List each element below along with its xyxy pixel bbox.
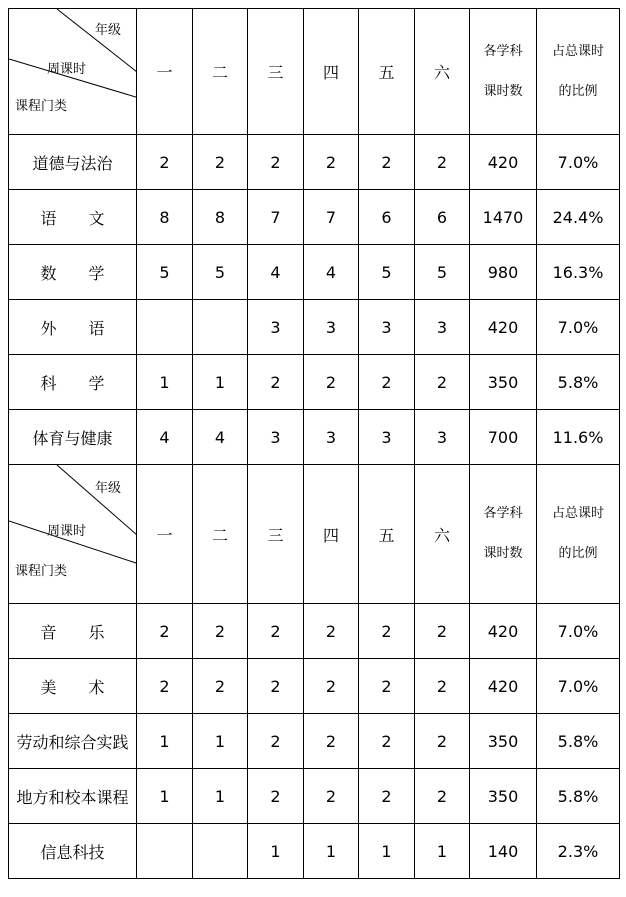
weekly-hours-grade-1: 2 bbox=[137, 135, 193, 190]
weekly-hours-grade-2: 1 bbox=[193, 714, 248, 769]
weekly-hours-grade-4: 7 bbox=[304, 190, 359, 245]
weekly-hours-grade-5: 6 bbox=[359, 190, 415, 245]
weekly-hours-grade-1 bbox=[137, 824, 193, 879]
weekly-hours-grade-6: 6 bbox=[415, 190, 470, 245]
grade-header-2: 二 bbox=[193, 9, 248, 135]
weekly-hours-grade-6: 3 bbox=[415, 410, 470, 465]
total-hours: 350 bbox=[470, 714, 537, 769]
grade-header-6: 六 bbox=[415, 9, 470, 135]
weekly-hours-grade-5: 2 bbox=[359, 604, 415, 659]
weekly-hours-grade-6: 1 bbox=[415, 824, 470, 879]
table-row bbox=[9, 410, 620, 465]
weekly-hours-grade-5: 2 bbox=[359, 714, 415, 769]
weekly-hours-grade-2 bbox=[193, 824, 248, 879]
subject-name: 外 语 bbox=[9, 300, 137, 355]
ratio-value: 5.8% bbox=[537, 714, 620, 769]
table-row bbox=[9, 714, 620, 769]
weekly-hours-grade-6: 2 bbox=[415, 714, 470, 769]
grade-header-5: 五 bbox=[359, 465, 415, 604]
corner-header-cell bbox=[9, 465, 137, 604]
weekly-hours-grade-5: 2 bbox=[359, 769, 415, 824]
total-hours: 140 bbox=[470, 824, 537, 879]
weekly-hours-grade-2: 2 bbox=[193, 659, 248, 714]
weekly-hours-grade-1: 4 bbox=[137, 410, 193, 465]
weekly-hours-grade-6: 3 bbox=[415, 300, 470, 355]
weekly-hours-grade-4: 3 bbox=[304, 300, 359, 355]
subject-name: 数 学 bbox=[9, 245, 137, 300]
header-row bbox=[9, 9, 620, 135]
weekly-hours-grade-1 bbox=[137, 300, 193, 355]
weekly-hours-grade-4: 2 bbox=[304, 714, 359, 769]
subject-hours-header bbox=[470, 9, 537, 135]
table-row bbox=[9, 135, 620, 190]
weekly-hours-grade-3: 2 bbox=[248, 659, 304, 714]
subject-hours-header-line2: 课时数 bbox=[483, 546, 523, 561]
weekly-hours-grade-6: 5 bbox=[415, 245, 470, 300]
weekly-hours-grade-6: 2 bbox=[415, 135, 470, 190]
grade-header-6: 六 bbox=[415, 465, 470, 604]
header-row bbox=[9, 465, 620, 604]
table-row bbox=[9, 300, 620, 355]
grade-header-3: 三 bbox=[248, 9, 304, 135]
corner-weekly-label: 周课时 bbox=[47, 524, 87, 539]
weekly-hours-grade-1: 1 bbox=[137, 769, 193, 824]
weekly-hours-grade-3: 1 bbox=[248, 824, 304, 879]
weekly-hours-grade-5: 2 bbox=[359, 355, 415, 410]
weekly-hours-grade-2: 2 bbox=[193, 604, 248, 659]
subject-hours-header-line1: 各学科 bbox=[483, 506, 523, 521]
ratio-value: 5.8% bbox=[537, 355, 620, 410]
weekly-hours-grade-5: 1 bbox=[359, 824, 415, 879]
weekly-hours-grade-4: 2 bbox=[304, 135, 359, 190]
weekly-hours-grade-3: 4 bbox=[248, 245, 304, 300]
weekly-hours-grade-1: 1 bbox=[137, 714, 193, 769]
weekly-hours-grade-6: 2 bbox=[415, 659, 470, 714]
ratio-value: 24.4% bbox=[537, 190, 620, 245]
ratio-header bbox=[537, 465, 620, 604]
ratio-header-line1: 占总课时 bbox=[551, 506, 604, 521]
weekly-hours-grade-5: 3 bbox=[359, 300, 415, 355]
weekly-hours-grade-1: 1 bbox=[137, 355, 193, 410]
weekly-hours-grade-2: 1 bbox=[193, 769, 248, 824]
grade-header-1: 一 bbox=[137, 9, 193, 135]
weekly-hours-grade-3: 7 bbox=[248, 190, 304, 245]
subject-name: 体育与健康 bbox=[9, 410, 137, 465]
ratio-header bbox=[537, 9, 620, 135]
weekly-hours-grade-3: 2 bbox=[248, 604, 304, 659]
total-hours: 420 bbox=[470, 300, 537, 355]
weekly-hours-grade-5: 2 bbox=[359, 659, 415, 714]
weekly-hours-grade-4: 1 bbox=[304, 824, 359, 879]
subject-name: 劳动和综合实践 bbox=[9, 714, 137, 769]
ratio-value: 7.0% bbox=[537, 300, 620, 355]
total-hours: 420 bbox=[470, 659, 537, 714]
total-hours: 350 bbox=[470, 769, 537, 824]
ratio-value: 7.0% bbox=[537, 135, 620, 190]
total-hours: 420 bbox=[470, 135, 537, 190]
grade-header-3: 三 bbox=[248, 465, 304, 604]
weekly-hours-grade-1: 5 bbox=[137, 245, 193, 300]
weekly-hours-grade-1: 2 bbox=[137, 659, 193, 714]
weekly-hours-grade-2: 1 bbox=[193, 355, 248, 410]
subject-hours-header bbox=[470, 465, 537, 604]
weekly-hours-grade-3: 2 bbox=[248, 135, 304, 190]
grade-header-1: 一 bbox=[137, 465, 193, 604]
weekly-hours-grade-6: 2 bbox=[415, 355, 470, 410]
subject-name: 音 乐 bbox=[9, 604, 137, 659]
ratio-value: 7.0% bbox=[537, 604, 620, 659]
weekly-hours-grade-2: 8 bbox=[193, 190, 248, 245]
weekly-hours-grade-3: 2 bbox=[248, 769, 304, 824]
table-row bbox=[9, 355, 620, 410]
weekly-hours-grade-3: 3 bbox=[248, 410, 304, 465]
subject-hours-header-line1: 各学科 bbox=[483, 43, 523, 59]
ratio-value: 16.3% bbox=[537, 245, 620, 300]
ratio-header-line1: 占总课时 bbox=[551, 43, 604, 59]
weekly-hours-grade-3: 2 bbox=[248, 355, 304, 410]
total-hours: 700 bbox=[470, 410, 537, 465]
weekly-hours-grade-2: 5 bbox=[193, 245, 248, 300]
total-hours: 1470 bbox=[470, 190, 537, 245]
weekly-hours-grade-6: 2 bbox=[415, 604, 470, 659]
weekly-hours-grade-5: 2 bbox=[359, 135, 415, 190]
total-hours: 420 bbox=[470, 604, 537, 659]
weekly-hours-grade-4: 2 bbox=[304, 659, 359, 714]
subject-name: 地方和校本课程 bbox=[9, 769, 137, 824]
corner-category-label: 课程门类 bbox=[15, 564, 68, 579]
table-row bbox=[9, 604, 620, 659]
ratio-header-line2: 的比例 bbox=[558, 83, 598, 99]
ratio-value: 2.3% bbox=[537, 824, 620, 879]
total-hours: 350 bbox=[470, 355, 537, 410]
weekly-hours-grade-4: 4 bbox=[304, 245, 359, 300]
subject-name: 科 学 bbox=[9, 355, 137, 410]
weekly-hours-grade-1: 8 bbox=[137, 190, 193, 245]
ratio-value: 11.6% bbox=[537, 410, 620, 465]
table-row bbox=[9, 190, 620, 245]
table-row bbox=[9, 824, 620, 879]
corner-category-label: 课程门类 bbox=[15, 99, 68, 114]
subject-name: 道德与法治 bbox=[9, 135, 137, 190]
weekly-hours-grade-5: 5 bbox=[359, 245, 415, 300]
weekly-hours-grade-2 bbox=[193, 300, 248, 355]
table-row bbox=[9, 245, 620, 300]
corner-grade-label: 年级 bbox=[95, 23, 122, 38]
ratio-header-line2: 的比例 bbox=[558, 546, 598, 561]
weekly-hours-grade-4: 2 bbox=[304, 604, 359, 659]
table-row bbox=[9, 659, 620, 714]
subject-name: 语 文 bbox=[9, 190, 137, 245]
grade-header-4: 四 bbox=[304, 9, 359, 135]
total-hours: 980 bbox=[470, 245, 537, 300]
table-row bbox=[9, 769, 620, 824]
ratio-value: 7.0% bbox=[537, 659, 620, 714]
weekly-hours-grade-5: 3 bbox=[359, 410, 415, 465]
corner-grade-label: 年级 bbox=[95, 481, 122, 496]
weekly-hours-grade-2: 4 bbox=[193, 410, 248, 465]
corner-header-cell bbox=[9, 9, 137, 135]
corner-weekly-label: 周课时 bbox=[47, 62, 87, 77]
grade-header-4: 四 bbox=[304, 465, 359, 604]
weekly-hours-grade-2: 2 bbox=[193, 135, 248, 190]
curriculum-hours-table bbox=[8, 8, 620, 879]
subject-hours-header-line2: 课时数 bbox=[483, 83, 523, 99]
weekly-hours-grade-4: 2 bbox=[304, 769, 359, 824]
weekly-hours-grade-3: 3 bbox=[248, 300, 304, 355]
grade-header-5: 五 bbox=[359, 9, 415, 135]
weekly-hours-grade-4: 2 bbox=[304, 355, 359, 410]
subject-name: 信息科技 bbox=[9, 824, 137, 879]
weekly-hours-grade-6: 2 bbox=[415, 769, 470, 824]
grade-header-2: 二 bbox=[193, 465, 248, 604]
weekly-hours-grade-1: 2 bbox=[137, 604, 193, 659]
weekly-hours-grade-3: 2 bbox=[248, 714, 304, 769]
weekly-hours-grade-4: 3 bbox=[304, 410, 359, 465]
subject-name: 美 术 bbox=[9, 659, 137, 714]
ratio-value: 5.8% bbox=[537, 769, 620, 824]
